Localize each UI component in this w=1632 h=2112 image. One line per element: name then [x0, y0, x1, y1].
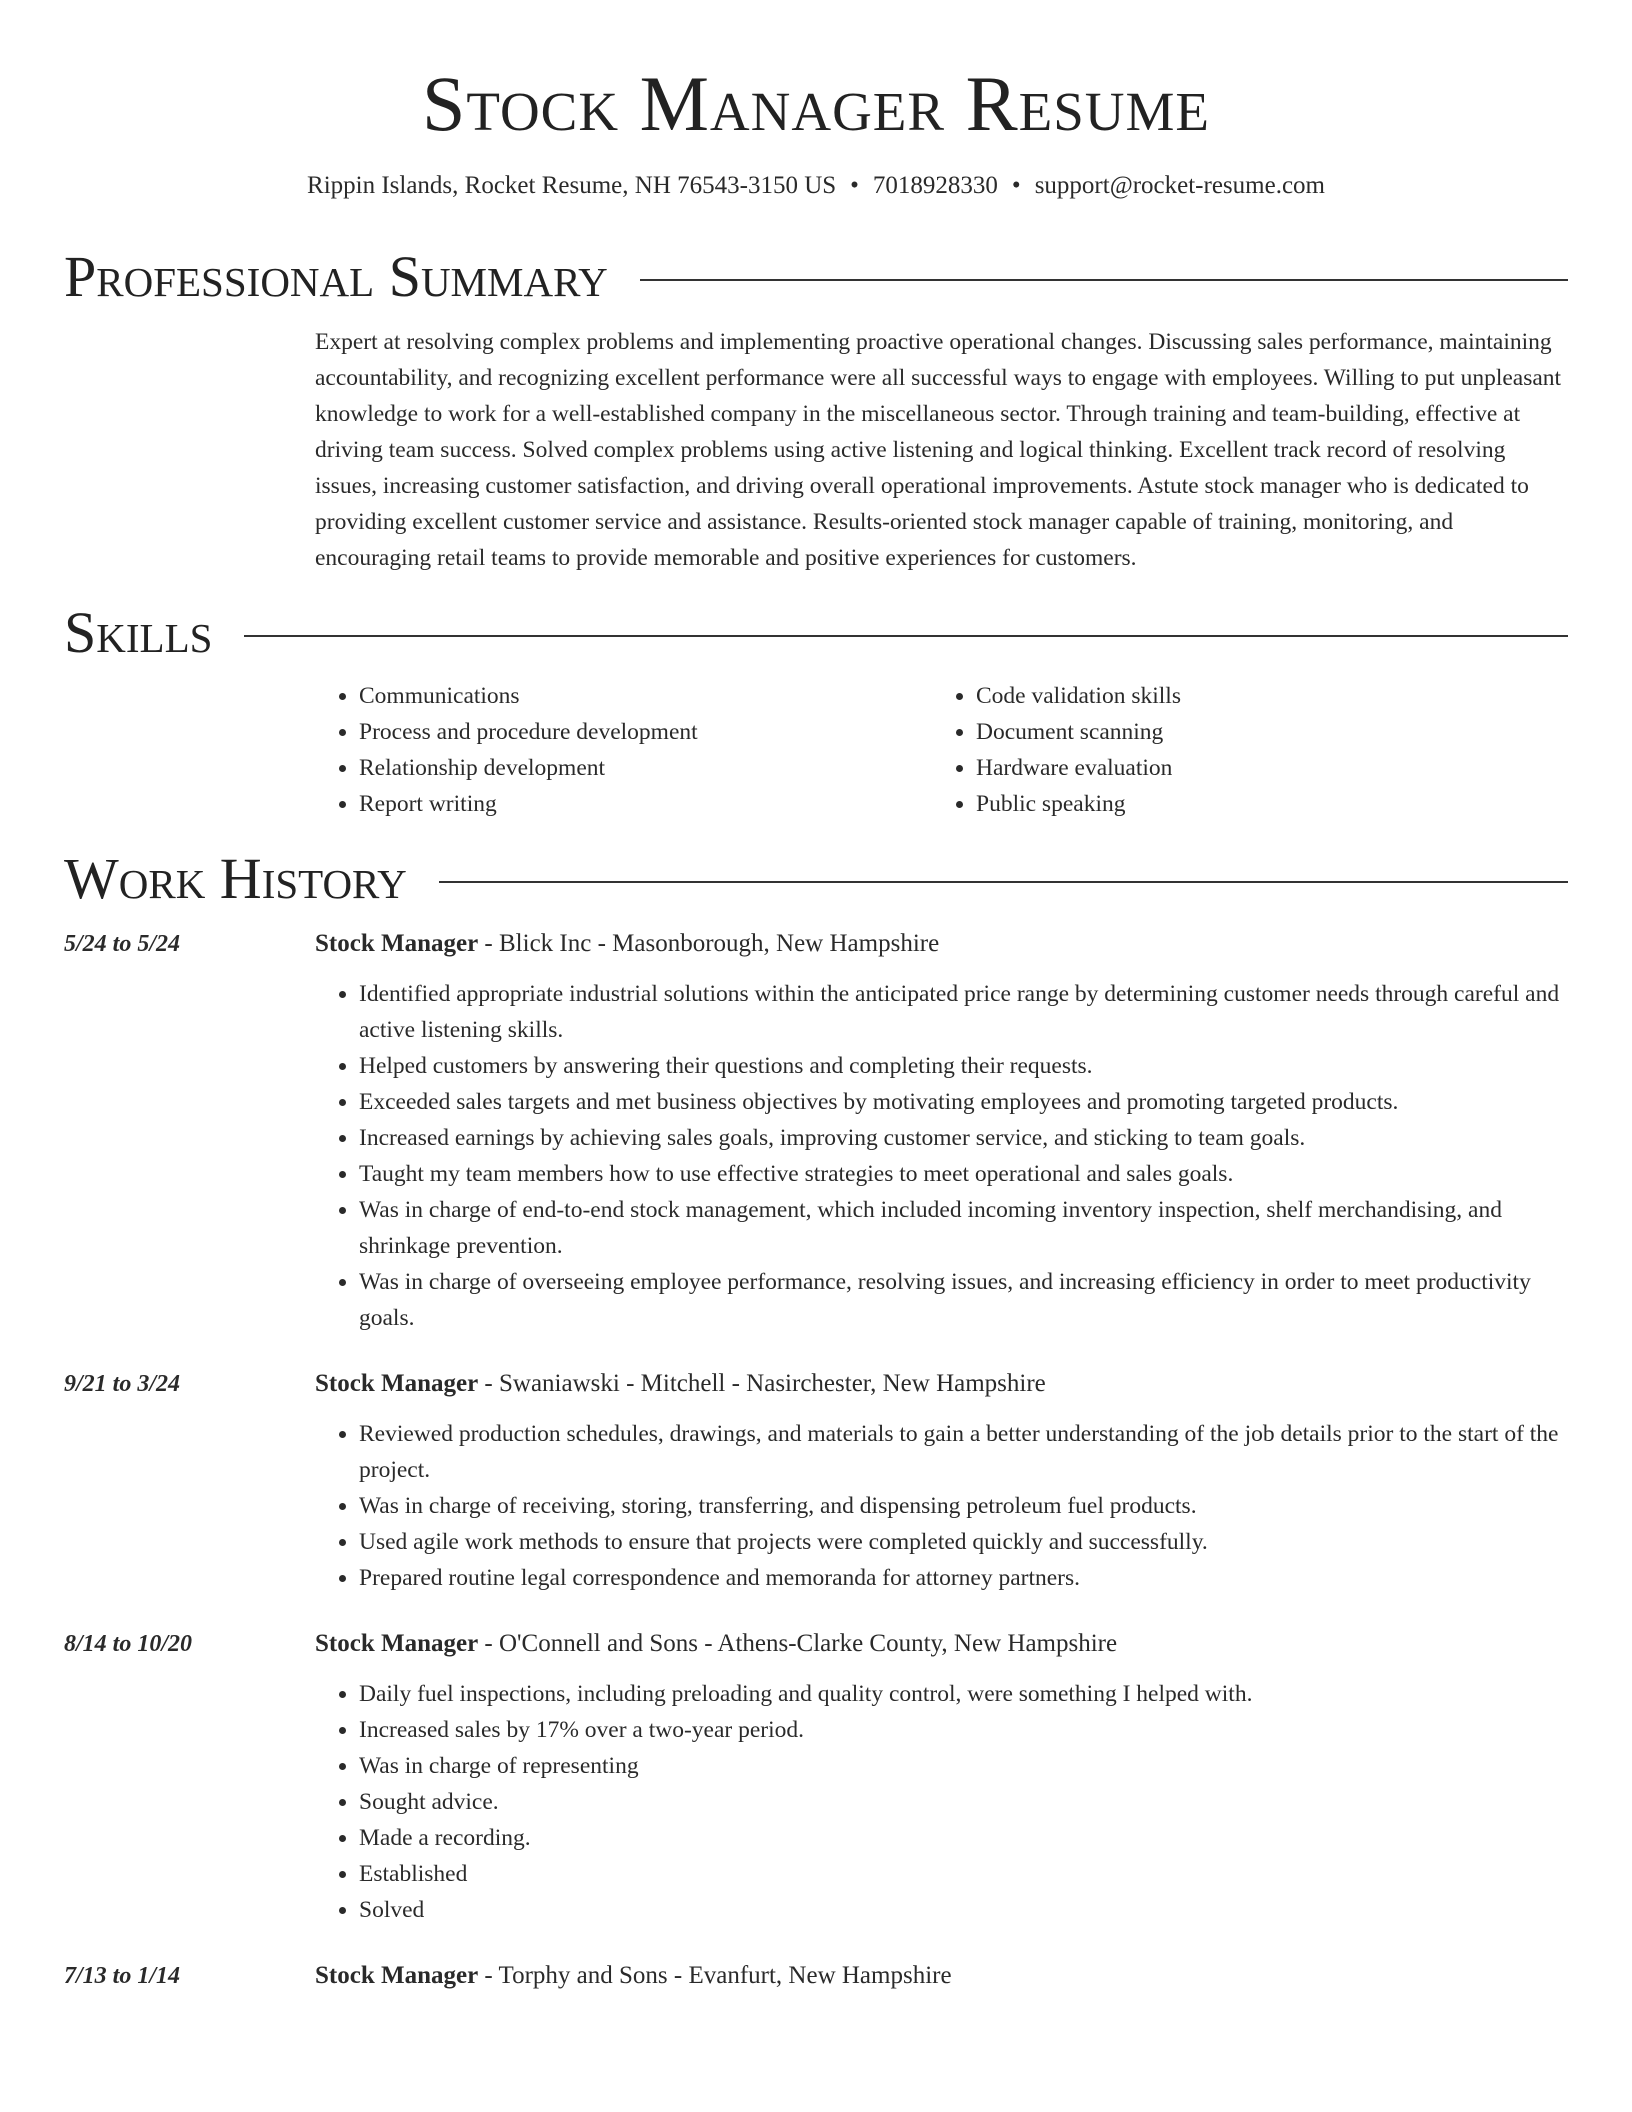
- job-bullet: • Reviewed production schedules, drawings, and materials to gain a better understanding of the job details prior to the start of the project.: [359, 1416, 1568, 1488]
- job-content: [315, 926, 1568, 1336]
- job-role: Stock Manager: [315, 930, 479, 957]
- contact-address: Rippin Islands, Rocket Resume, NH 76543-3150 US: [307, 172, 837, 199]
- skill-item: • Public speaking: [976, 786, 1181, 822]
- job-entry: [64, 1626, 1568, 1928]
- job-bullet: • Identified appropriate industrial solutions within the anticipated price range by determining customer needs through careful and active listening skills.: [359, 976, 1568, 1048]
- job-header: [315, 1958, 1568, 1994]
- job-role: Stock Manager: [315, 1630, 479, 1657]
- page-title: Stock Manager Resume: [421, 60, 1211, 147]
- skills-column-right: [932, 678, 1181, 822]
- job-bullet: • Made a recording.: [359, 1820, 1568, 1856]
- work-heading: Work History: [64, 846, 407, 911]
- job-bullet: • Increased earnings by achieving sales goals, improving customer service, and sticking to team goals.: [359, 1120, 1568, 1156]
- job-bullet: • Was in charge of receiving, storing, transferring, and dispensing petroleum fuel products.: [359, 1488, 1568, 1524]
- job-bullet: • Increased sales by 17% over a two-year period.: [359, 1712, 1568, 1748]
- job-bullets: [315, 1416, 1568, 1596]
- summary-section-header: [64, 246, 1568, 308]
- job-role: Stock Manager: [315, 1370, 479, 1397]
- job-company-location: - Blick Inc - Masonborough, New Hampshire: [478, 930, 940, 957]
- job-header: [315, 1626, 1568, 1662]
- skills-column-left: [315, 678, 932, 822]
- job-bullet: • Established: [359, 1856, 1568, 1892]
- skill-item: • Report writing: [359, 786, 932, 822]
- job-bullet: • Was in charge of overseeing employee performance, resolving issues, and increasing efficiency in order to meet productivity goals.: [359, 1264, 1568, 1336]
- skills-list: [315, 678, 1568, 822]
- job-role: Stock Manager: [315, 1962, 479, 1989]
- job-dates: 9/21 to 3/24: [64, 1371, 181, 1397]
- skill-item: • Code validation skills: [976, 678, 1181, 714]
- section-divider: [244, 635, 1568, 637]
- job-bullets: [315, 1676, 1568, 1928]
- job-bullet: • Helped customers by answering their questions and completing their requests.: [359, 1048, 1568, 1084]
- job-dates: 8/14 to 10/20: [64, 1631, 193, 1657]
- job-bullet: • Taught my team members how to use effective strategies to meet operational and sales goals.: [359, 1156, 1568, 1192]
- contact-phone: 7018928330: [872, 172, 998, 199]
- job-bullet: • Daily fuel inspections, including preloading and quality control, were something I helped with.: [359, 1676, 1568, 1712]
- job-bullet: • Used agile work methods to ensure that projects were completed quickly and successfully.: [359, 1524, 1568, 1560]
- job-bullet: • Sought advice.: [359, 1784, 1568, 1820]
- job-dates: 5/24 to 5/24: [64, 931, 181, 957]
- job-company-location: - Torphy and Sons - Evanfurt, New Hampshire: [478, 1962, 952, 1989]
- job-bullet: • Was in charge of end-to-end stock management, which included incoming inventory inspection, shelf merchandising, and shrinkage prevention.: [359, 1192, 1568, 1264]
- section-divider: [640, 279, 1568, 281]
- job-entry: [64, 1366, 1568, 1596]
- contact-line: [64, 170, 1568, 202]
- job-bullets: [315, 976, 1568, 1336]
- summary-text: Expert at resolving complex problems and implementing proactive operational changes. Discussing sales performance, maintaining accountability, and recognizing excellent performance were all successful ways to engage with employees. Willing to put unpleasant knowledge to work for a well-established company in the miscellaneous sector. Through training and team-building, effective at driving team success. Solved complex problems using active listening and logical thinking. Excellent track record of resolving issues, increasing customer satisfaction, and driving overall operational improvements. Astute stock manager who is dedicated to providing excellent customer service and assistance. Results-oriented stock manager capable of training, monitoring, and encouraging retail teams to provide memorable and positive experiences for customers.: [315, 329, 1562, 571]
- job-content: [315, 1626, 1568, 1928]
- skill-item: • Hardware evaluation: [976, 750, 1181, 786]
- job-bullet: • Exceeded sales targets and met business objectives by motivating employees and promoting targeted products.: [359, 1084, 1568, 1120]
- job-company-location: - Swaniawski - Mitchell - Nasirchester, New Hampshire: [478, 1370, 1046, 1397]
- job-company-location: - O'Connell and Sons - Athens-Clarke County, New Hampshire: [478, 1630, 1118, 1657]
- skill-item: • Document scanning: [976, 714, 1181, 750]
- skill-item: • Process and procedure development: [359, 714, 932, 750]
- job-bullet: • Prepared routine legal correspondence and memoranda for attorney partners.: [359, 1560, 1568, 1596]
- job-bullet: • Solved: [359, 1892, 1568, 1928]
- skill-item: • Communications: [359, 678, 932, 714]
- skill-item: • Relationship development: [359, 750, 932, 786]
- job-content: [315, 1958, 1568, 1994]
- skills-heading: Skills: [64, 600, 213, 665]
- job-content: [315, 1366, 1568, 1596]
- section-divider: [439, 881, 1568, 883]
- skills-section-header: [64, 602, 1568, 664]
- job-entry: [64, 926, 1568, 1336]
- job-header: [315, 926, 1568, 962]
- contact-separator: •: [850, 172, 859, 199]
- job-bullet: • Was in charge of representing: [359, 1748, 1568, 1784]
- summary-heading: Professional Summary: [64, 244, 608, 309]
- job-dates: 7/13 to 1/14: [64, 1963, 181, 1989]
- contact-separator: •: [1011, 172, 1021, 199]
- job-header: [315, 1366, 1568, 1402]
- work-section-header: [64, 848, 1568, 910]
- contact-email: support@rocket-resume.com: [1034, 172, 1325, 199]
- job-entry: [64, 1958, 1568, 1994]
